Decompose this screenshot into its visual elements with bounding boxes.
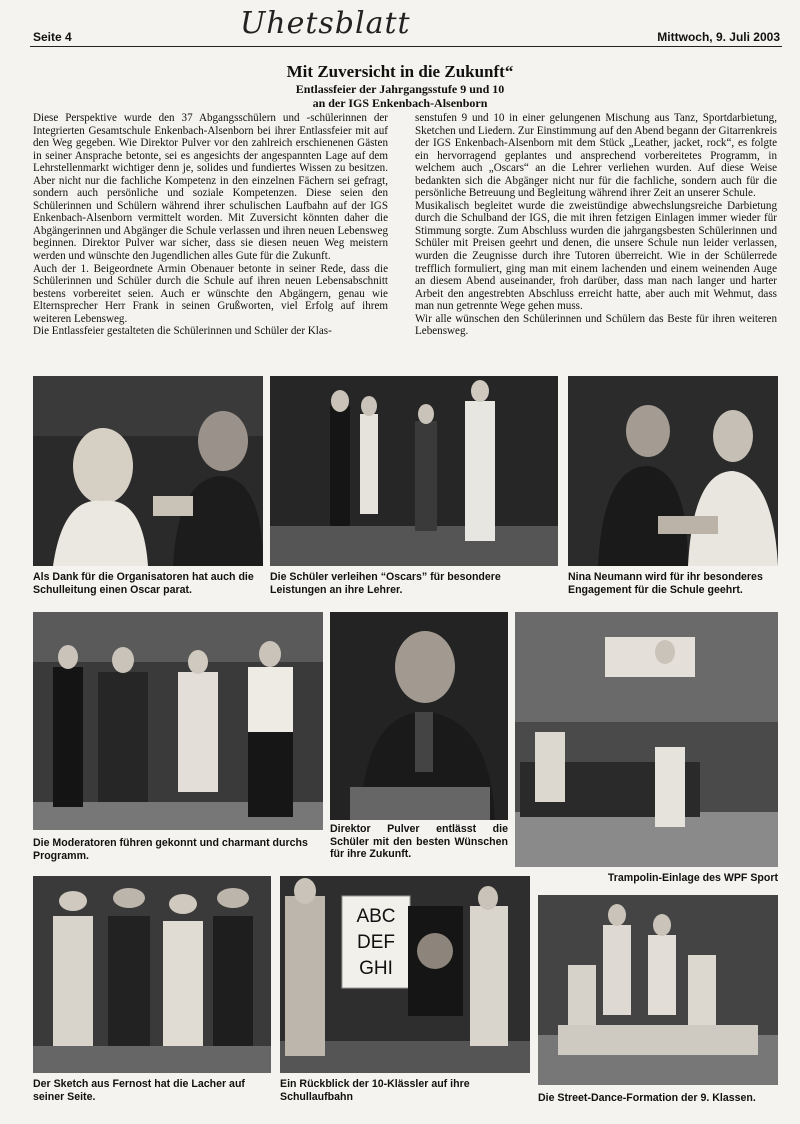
article-paragraph: Auch der 1. Beigeordnete Armin Obenauer betonte in seiner Rede, dass die Schülerinnen und Schüler durch die Schule auf ihren neuen Lebensabschnitt bestens vorbereitet seien. Auch er wünschte den Abgängern, genau wie Elternsprecher Herr Frank in seinen Grußworten, viel Erfolg auf ihrem weiteren Lebensweg. <box>33 262 388 325</box>
article-paragraph: Musikalisch begleitet wurde die zweistündige abwechslungsreiche Darbietung durch die Schulband der IGS, die mit ihren fetzigen Einlagen immer wieder für Stimmung sorgte. Zum Abschluss wurden die jahrgangsbesten Schülerinnen und Schüler mit Preisen geehrt und denen, die unsere Schule nun leider verlassen, wurden die Zeugnisse durch ihre Tutoren überreicht. Wie in der Schülerrede trefflich formuliert, ging man mit einem lachenden und einem weinenden Auge an diesem Abend auseinander, froh darüber, dass man nach langer und harter Arbeit den angestrebten Abschluss erreicht hatte, aber auch mit Wehmut, dass man nun getrennte Wege gehen muss. <box>415 199 777 313</box>
article-paragraph: Diese Perspektive wurde den 37 Abgangsschülern und -schülerinnen der Integrierten Gesamtschule Enkenbach-Alsenborn bei ihrer Entlassfeier mit auf den Weg gegeben. Wie Direktor Pulver vor den zahlreich erschienenen Gästen in seiner Ansprache betonte, sei es angesichts der angespannten Lage auf dem Lehrstellenmarkt wichtiger denn je, solides und fundiertes Wissen zu besitzen. Aber nicht nur die fachliche Kompetenz in den einzelnen Fächern sei gefragt, sondern auch persönliche und soziale Kompetenzen. Diese seien den Schülerinnen und Schülern während ihrer schulischen Laufbahn auf der IGS Enkenbach-Alsenborn vermittelt worden. Mit Zuversicht könnten daher die Abgängerinnen und Abgänger die Schule verlassen und ihren neuen Lebensweg beginnen. Direktor Pulver war sicher, dass sie diesen neuen Weg meistern werden und wünschte den Jugendlichen alles Gute für die Zukunft. <box>33 112 388 263</box>
caption-trampoline: Trampolin-Einlage des WPF Sport <box>607 872 778 884</box>
issue-date: Mittwoch, 9. Juli 2003 <box>657 30 780 44</box>
article-paragraph: Die Entlassfeier gestalteten die Schülerinnen und Schüler der Klas- <box>33 325 332 338</box>
page-number: Seite 4 <box>33 30 72 44</box>
subhead-line-2: an der IGS Enkenbach-Alsenborn <box>312 96 488 110</box>
photo-rueckblick <box>280 876 530 1073</box>
caption-director-pulver: Direktor Pulver entlässt die Schüler mit den besten Wünschen für ihre Zukunft. <box>330 823 508 860</box>
photo-street-dance <box>538 895 778 1085</box>
board-line-1: ABC <box>356 906 396 927</box>
article-column-right <box>415 112 777 362</box>
caption-nina-neumann: Nina Neumann wird für ihr besonderes Engagement für die Schule geehrt. <box>568 571 763 596</box>
photo-oscar-organizers <box>33 376 263 566</box>
article-column-left <box>33 112 388 362</box>
caption-rueckblick: Ein Rückblick der 10-Klässler auf ihre Schullaufbahn <box>280 1078 470 1103</box>
photo-nina-neumann <box>568 376 778 566</box>
article-headline: Mit Zuversicht in die Zukunft“ <box>286 62 514 81</box>
photo-director-pulver <box>330 612 508 820</box>
photo-sketch-fernost <box>33 876 271 1073</box>
photo-oscars-stage <box>270 376 558 566</box>
masthead-title: Uhetsblatt <box>240 6 411 41</box>
board-line-3: GHI <box>359 958 393 979</box>
photo-trampoline <box>515 612 778 867</box>
subhead-line-1: Entlassfeier der Jahrgangsstufe 9 und 10 <box>295 82 505 96</box>
caption-street-dance: Die Street-Dance-Formation der 9. Klassen. <box>538 1092 756 1104</box>
article-paragraph: Wir alle wünschen den Schülerinnen und Schülern das Beste für ihren weiteren Lebensweg. <box>415 312 777 338</box>
article-paragraph: senstufen 9 und 10 in einer gelungenen Mischung aus Tanz, Sportdarbietung, Sketchen und Liedern. Zur Einstimmung auf den Abend begann der Gitarrenkreis der IGS Enkenbach-Alsenborn mit dem Stück „Leather, jacket, rock“, es folgte ein hervorragend geplantes und ansprechend vorbereitetes Programm, in welchem auch „Oscars“ an die Lehrer verliehen wurden. Auf diese Weise bedankten sich die Abgänger nicht nur für die fachliche, sondern auch für die persönliche Betreuung und Begleitung während ihrer Zeit an unserer Schule. <box>415 112 777 200</box>
board-line-2: DEF <box>357 932 395 953</box>
caption-sketch-fernost: Der Sketch aus Fernost hat die Lacher auf seiner Seite. <box>33 1078 245 1103</box>
caption-moderators: Die Moderatoren führen gekonnt und charmant durchs Programm. <box>33 837 308 862</box>
article-subhead <box>0 82 800 110</box>
caption-oscar-organizers: Als Dank für die Organisatoren hat auch die Schulleitung einen Oscar parat. <box>33 571 254 596</box>
photo-moderators <box>33 612 323 830</box>
caption-oscars-stage: Die Schüler verleihen “Oscars” für besondere Leistungen an ihre Lehrer. <box>270 571 501 596</box>
header-rule <box>30 46 782 47</box>
